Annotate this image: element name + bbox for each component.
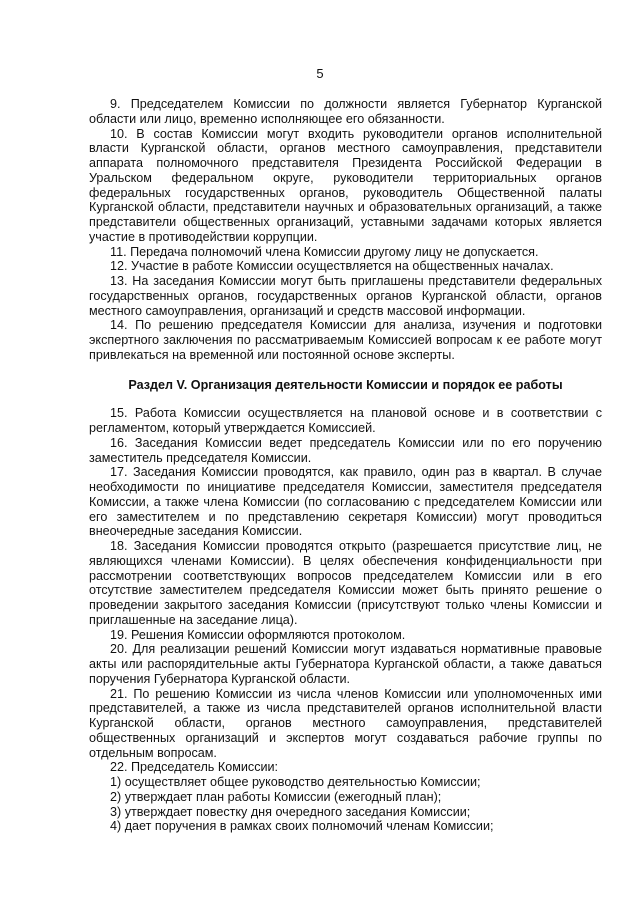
paragraph-22: 22. Председатель Комиссии: xyxy=(110,760,279,775)
paragraph-17: 17. Заседания Комиссии проводятся, как правило, один раз в квартал. В случае необходимости по инициативе председателя Комиссии, заместителя председателя Комиссии, а также члена Комиссии (по согласованию с председателем Комиссии или его заместителем и по представлению секретаря Комиссии) могут проводиться внеочередные заседания Комиссии. xyxy=(89,465,602,539)
paragraph-14: 14. По решению председателя Комиссии для анализа, изучения и подготовки экспертного заключения по рассматриваемым Комиссией вопросам к ее работе могут привлекаться на временной или постоянной основе эксперты. xyxy=(89,318,602,362)
section-heading: Раздел V. Организация деятельности Комиссии и порядок ее работы xyxy=(128,377,563,392)
paragraph-19: 19. Решения Комиссии оформляются протоколом. xyxy=(110,627,406,642)
paragraph-9: 9. Председателем Комиссии по должности является Губернатор Курганской области или лицо, временно исполняющее его обязанности. xyxy=(89,97,602,126)
list-item-1: 1) осуществляет общее руководство деятельностью Комиссии; xyxy=(110,775,481,789)
paragraph-10: 10. В состав Комиссии могут входить руководители органов исполнительной власти Курганской области, органов местного самоуправления, представители аппарата полномочного представителя Президента Российской Федерации в Уральском федеральном округе, руководители территориальных органов федеральных государственных органов, руководитель Общественной палаты Курганской области, представители научных и образовательных организаций, а также представители общественных организаций, уставными задачами которых является участие в противодействии коррупции. xyxy=(89,126,602,244)
paragraph-20: 20. Для реализации решений Комиссии могут издаваться нормативные правовые акты или распорядительные акты Губернатора Курганской области, а также даваться поручения Губернатора Курганской области. xyxy=(89,642,602,686)
paragraph-16: 16. Заседания Комиссии ведет председатель Комиссии или по его поручению заместитель председателя Комиссии. xyxy=(89,435,602,465)
paragraph-13: 13. На заседания Комиссии могут быть приглашены представители федеральных государственных органов, государственных органов Курганской области, органов местного самоуправления, организаций и средств массовой информации. xyxy=(89,274,602,318)
paragraph-15: 15. Работа Комиссии осуществляется на плановой основе и в соответствии с регламентом, который утверждается Комиссией. xyxy=(89,406,602,435)
page-number: 5 xyxy=(316,66,324,81)
paragraph-11: 11. Передача полномочий члена Комиссии другому лицу не допускается. xyxy=(110,244,539,259)
paragraph-18: 18. Заседания Комиссии проводятся открыто (разрешается присутствие лиц, не являющихся членами Комиссии). В целях обеспечения конфиденциальности при рассмотрении соответствующих вопросов председателем Комиссии или в его отсутствие заместителем председателя Комиссии может быть принято решение о проведении закрытого заседания Комиссии (присутствуют только члены Комиссии и приглашенные на заседание лица). xyxy=(89,539,602,627)
paragraph-12: 12. Участие в работе Комиссии осуществляется на общественных началах. xyxy=(110,259,554,274)
document-body xyxy=(89,97,602,834)
list-item-2: 2) утверждает план работы Комиссии (ежегодный план); xyxy=(110,789,442,804)
paragraph-21: 21. По решению Комиссии из числа членов Комиссии или уполномоченных ими представителей, а также из числа представителей органов исполнительной власти Курганской области, органов местного самоуправления, представителей общественных организаций и экспертов могут создаваться рабочие группы по отдельным вопросам. xyxy=(89,686,602,760)
list-item-4: 4) дает поручения в рамках своих полномочий членам Комиссии; xyxy=(110,819,494,834)
list-item-3: 3) утверждает повестку дня очередного заседания Комиссии; xyxy=(110,804,471,819)
